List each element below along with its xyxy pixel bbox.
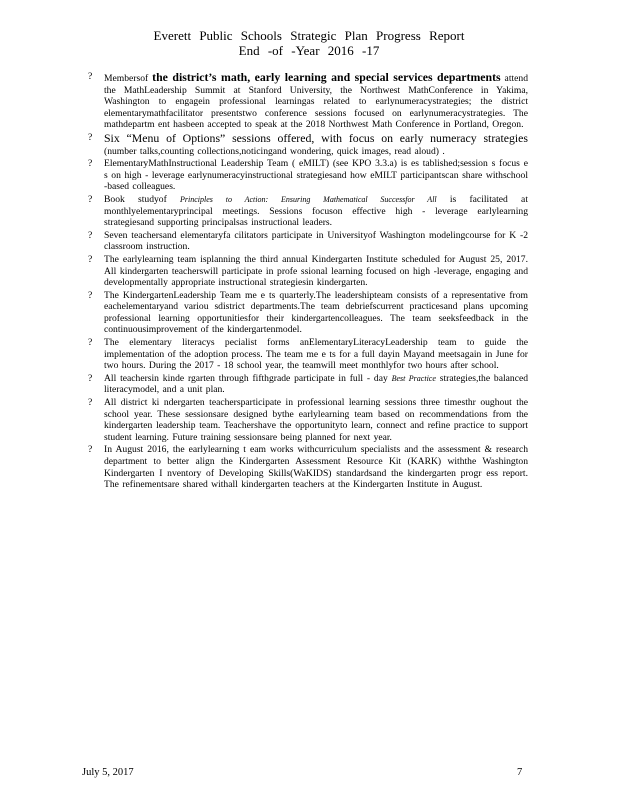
list-item [88, 373, 528, 396]
bullet-icon: ? [88, 131, 93, 143]
footer-date: July 5, 2017 [82, 767, 134, 778]
list-item [88, 290, 528, 336]
item-text: attend the MathLeadership Summit at Stanford University, the Northwest MathConference in Yakima, Washington to engagein professional learningas related to earlynumeracystrategies; the district elementarymathfacilitator presentstwo conference sessions focused on earlynumeracystrategies. The mathdepartm ent hasbeen accepted to speak at the 2018 Northwest Math Conference in Portland, Oregon. [104, 73, 528, 131]
italic-phrase: Best Practice [391, 373, 436, 383]
item-text: Book studyof [104, 193, 181, 205]
item-text-after: strategies,the balanced literacymodel, and a unit plan. [104, 372, 529, 396]
book-title: Principles to Action: Ensuring Mathematical Successfor All [180, 194, 437, 204]
bullet-icon: ? [88, 372, 93, 384]
list-item [88, 230, 528, 253]
item-lead-heading: Six “Menu of Options” sessions offered, with focus on early numeracy strategies [104, 130, 528, 145]
bullet-icon: ? [88, 289, 93, 301]
item-text: Seven teachersand elementaryfa cilitators participate in Universityof Washington modelingcourse for K -2 classroom instruction. [104, 229, 528, 253]
list-item [88, 158, 528, 193]
item-text-pre: Membersof [104, 73, 153, 84]
bullet-icon: ? [88, 193, 93, 205]
list-item [88, 71, 528, 131]
item-lead-heading: the district’s math, early learning and special services departments [152, 70, 501, 84]
item-text: The earlylearning team isplanning the third annual Kindergarten Institute scheduled for August 25, 2017. All kindergarten teacherswill participate in profe ssional learning focused on high -leverage, engaging and developmentally appropriate instructional strategiesin kindergarten. [104, 253, 528, 289]
item-text: In August 2016, the earlylearning t eam works withcurriculum specialists and the assessment & research department to better align the Kindergarten Assessment Resource Kit (KARK) withthe Washington Kindergarten I nventory of Developing Skills(WaKIDS) standardsand the kindergarten progr ess report. The refinementsare shared withall kindergarten teachers at the Kindergarten Institute in August. [104, 444, 528, 491]
item-text: All district ki ndergarten teachersparticipate in professional learning sessions three timesthr oughout the school year. These sessionsare designed bythe earlylearning team based on recommendations from the kindergarten leadership team. Teachershave the opportunityto learn, connect and refine practice to support student learning. Future training sessionsare being planned for next year. [104, 397, 528, 443]
bullet-icon: ? [88, 229, 93, 241]
item-text: (number talks,counting collections,noticingand wondering, quick images, read aloud) . [104, 145, 445, 157]
item-text: The KindergartenLeadership Team me e ts quarterly.The leadershipteam consists of a representative from eachelementaryand variou sdistrict departments.The team debriefscurrent practicesand plans upcoming professional learning opportunitiesfor their kindergartencolleagues. The team seeksfeedback in the continuousimprovement of the kindergartenmodel. [104, 289, 528, 336]
bullet-icon: ? [88, 158, 93, 170]
bullet-icon: ? [88, 397, 93, 409]
bullet-icon: ? [88, 71, 93, 82]
bullet-list [88, 71, 528, 492]
item-text: All teachersin kinde rgarten through fifthgrade participate in full - day [104, 372, 392, 384]
list-item [88, 254, 528, 289]
item-text-after: is facilitated at monthlyelementaryprincipal meetings. Sessions focuson effective high - leverage earlylearning strategiesand supporting principalsas instructional leaders. [104, 193, 528, 229]
list-item [88, 132, 528, 157]
bullet-icon: ? [88, 444, 93, 456]
report-title: Everett Public Schools Strategic Plan Progress Report [153, 28, 465, 43]
bullet-icon: ? [88, 337, 93, 349]
list-item [88, 397, 528, 443]
page-number: 7 [517, 767, 523, 778]
report-subtitle: End -of -Year 2016 -17 [238, 43, 380, 58]
bullet-icon: ? [88, 253, 93, 265]
list-item [88, 194, 528, 229]
item-text: The elementary literacys pecialist forms anElementaryLiteracyLeadership team to guide the implementation of the adoption process. The team me e ts for a full dayin Mayand meetsagain in June for two hours. During the 2017 - 18 school year, the teamwill meet monthlyfor two hours after school. [104, 337, 528, 372]
item-text: ElementaryMathInstructional Leadership Team ( eMILT) (see KPO 3.3.a) is es tablished;session s focus e s on high - leverage earlynumeracyinstructional strategiesand how eMILT participantscan share withschool -based colleagues. [104, 158, 528, 193]
list-item [88, 337, 528, 372]
list-item [88, 444, 528, 490]
